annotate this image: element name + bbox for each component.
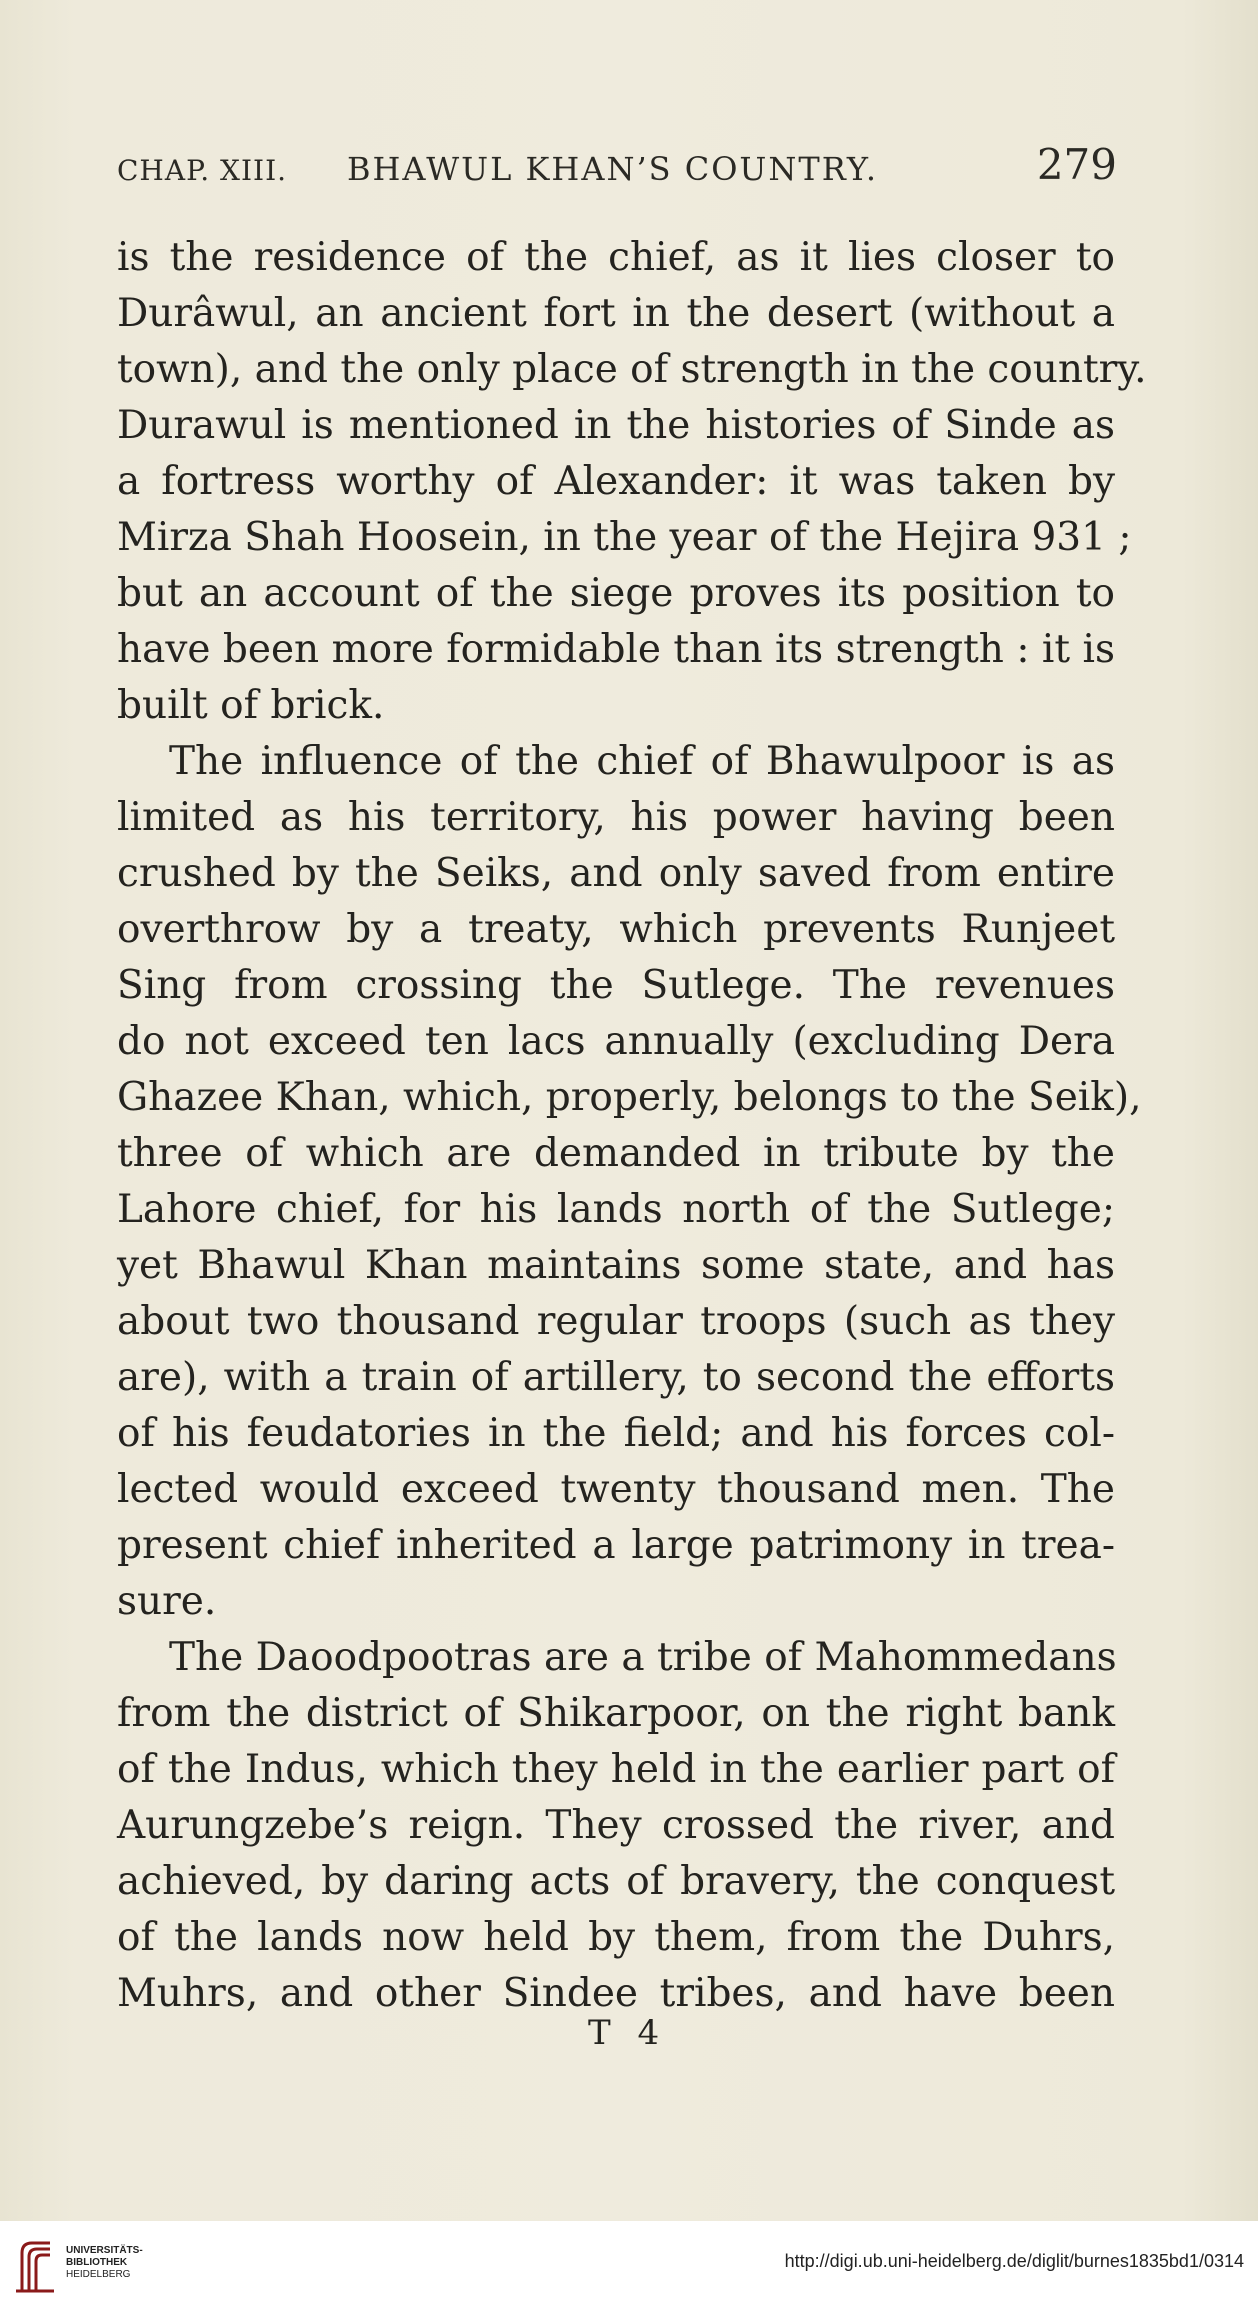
- text-line: Lahore chief, for his lands north of the Sutlege;: [117, 1187, 1115, 1232]
- text-line: three of which are demanded in tribute by the: [117, 1131, 1115, 1176]
- text-line: of the lands now held by them, from the Duhrs,: [117, 1915, 1115, 1960]
- text-line: Ghazee Khan, which, properly, belongs to the Seik),: [117, 1075, 1142, 1120]
- text-line: but an account of the siege proves its position to: [117, 571, 1115, 616]
- text-line: of his feudatories in the field; and his forces col-: [117, 1411, 1115, 1456]
- text-line: crushed by the Seiks, and only saved from entire: [117, 851, 1115, 896]
- running-title: BHAWUL KHAN’S COUNTRY.: [347, 150, 879, 188]
- running-head: [117, 140, 1117, 190]
- page-number: 279: [1036, 140, 1117, 189]
- text-line: Durawul is mentioned in the histories of Sinde as: [117, 403, 1115, 448]
- text-line: built of brick.: [117, 683, 385, 728]
- library-name-line: HEIDELBERG: [66, 2269, 131, 2280]
- text-line: of the Indus, which they held in the earlier part of: [117, 1747, 1115, 1792]
- text-line: have been more formidable than its strength : it is: [117, 627, 1115, 672]
- signature-mark: T 4: [588, 2013, 668, 2053]
- text-line: present chief inherited a large patrimony in trea-: [117, 1523, 1115, 1568]
- text-line: lected would exceed twenty thousand men. The: [117, 1467, 1115, 1512]
- text-line: Sing from crossing the Sutlege. The revenues: [117, 963, 1115, 1008]
- text-line: a fortress worthy of Alexander: it was taken by: [117, 459, 1115, 504]
- text-line: achieved, by daring acts of bravery, the conquest: [117, 1859, 1115, 1904]
- text-line: from the district of Shikarpoor, on the right bank: [117, 1691, 1115, 1736]
- paragraph-start-line: The influence of the chief of Bhawulpoor is as: [169, 739, 1115, 784]
- text-line: Durâwul, an ancient fort in the desert (without a: [117, 291, 1115, 336]
- paragraph-start-line: The Daoodpootras are a tribe of Mahommedans: [169, 1635, 1117, 1680]
- library-logo-icon: [14, 2239, 58, 2295]
- text-line: overthrow by a treaty, which prevents Runjeet: [117, 907, 1115, 952]
- text-line: are), with a train of artillery, to second the efforts: [117, 1355, 1115, 1400]
- text-line: do not exceed ten lacs annually (excluding Dera: [117, 1019, 1115, 1064]
- text-line: sure.: [117, 1579, 217, 1624]
- library-name: [66, 2245, 143, 2281]
- text-line: Aurungzebe’s reign. They crossed the river, and: [117, 1803, 1115, 1848]
- text-line: limited as his territory, his power having been: [117, 795, 1115, 840]
- text-line: yet Bhawul Khan maintains some state, and has: [117, 1243, 1115, 1288]
- text-line: Mirza Shah Hoosein, in the year of the Hejira 931 ;: [117, 515, 1132, 560]
- body-text: [117, 230, 1147, 2022]
- library-name-line: UNIVERSITÄTS-: [66, 2245, 143, 2256]
- text-line: is the residence of the chief, as it lies closer to: [117, 235, 1115, 280]
- text-line: about two thousand regular troops (such as they: [117, 1299, 1115, 1344]
- chapter-label: CHAP. XIII.: [117, 154, 288, 187]
- text-line: Muhrs, and other Sindee tribes, and have been: [117, 1971, 1115, 2016]
- library-name-line: BIBLIOTHEK: [66, 2257, 128, 2268]
- text-line: town), and the only place of strength in the country.: [117, 347, 1147, 392]
- source-url-link[interactable]: http://digi.ub.uni-heidelberg.de/diglit/burnes1835bd1/0314: [784, 2251, 1244, 2271]
- library-footer: [0, 2221, 1258, 2319]
